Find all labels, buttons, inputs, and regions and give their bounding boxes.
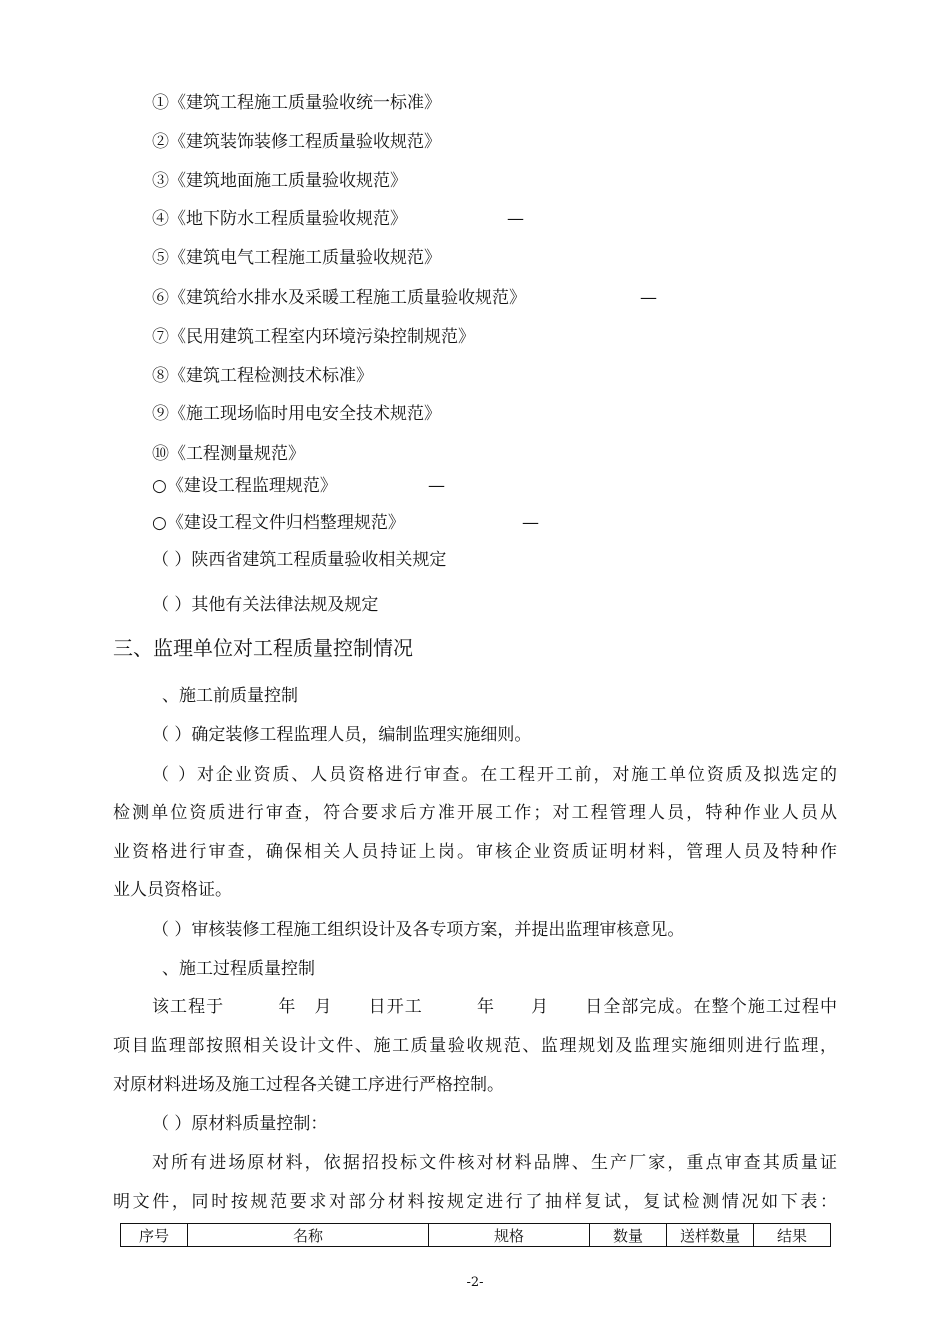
paragraph: （ ）审核装修工程施工组织设计及各专项方案，并提出监理审核意见。 bbox=[152, 920, 685, 940]
paragraph-line: 业资格进行审查，确保相关人员持证上岗。审核企业资质证明材料，管理人员及特种作 bbox=[113, 842, 837, 862]
dash-mark: — bbox=[428, 476, 445, 496]
col-header-spec: 规格 bbox=[429, 1224, 590, 1247]
paragraph-line: 检测单位资质进行审查，符合要求后方准开展工作；对工程管理人员，特种作业人员从 bbox=[113, 803, 837, 823]
standard-item: ○《建设工程监理规范》 bbox=[152, 476, 337, 496]
paragraph-line: 对所有进场原材料，依据招投标文件核对材料品牌、生产厂家，重点审查其质量证 bbox=[152, 1153, 837, 1173]
standard-item: （ ）其他有关法律法规及规定 bbox=[152, 595, 379, 615]
col-header-index: 序号 bbox=[121, 1224, 188, 1247]
paragraph-line: 对原材料进场及施工过程各关键工序进行严格控制。 bbox=[113, 1075, 504, 1095]
standard-item: ①《建筑工程施工质量验收统一标准》 bbox=[152, 93, 441, 113]
paragraph-line: （ ）对企业资质、人员资格进行审查。在工程开工前，对施工单位资质及拟选定的 bbox=[152, 765, 837, 785]
standard-item: ②《建筑装饰装修工程质量验收规范》 bbox=[152, 132, 441, 152]
table-header-row bbox=[121, 1224, 831, 1247]
dash-mark: — bbox=[522, 513, 539, 533]
section-heading: 三、监理单位对工程质量控制情况 bbox=[113, 636, 413, 660]
standard-item: ⑩《工程测量规范》 bbox=[152, 444, 305, 464]
standard-item: ⑦《民用建筑工程室内环境污染控制规范》 bbox=[152, 327, 475, 347]
paragraph-line: 业人员资格证。 bbox=[113, 880, 232, 900]
material-test-table bbox=[120, 1223, 831, 1247]
col-header-result: 结果 bbox=[754, 1224, 831, 1247]
col-header-quantity: 数量 bbox=[590, 1224, 667, 1247]
standard-item: ⑤《建筑电气工程施工质量验收规范》 bbox=[152, 248, 441, 268]
subsection-heading: 、施工前质量控制 bbox=[162, 686, 298, 706]
standard-item: ④《地下防水工程质量验收规范》 bbox=[152, 209, 407, 229]
col-header-name: 名称 bbox=[188, 1224, 429, 1247]
paragraph: （ ）确定装修工程监理人员，编制监理实施细则。 bbox=[152, 725, 532, 745]
standard-item: ○《建设工程文件归档整理规范》 bbox=[152, 513, 405, 533]
standard-item: ⑧《建筑工程检测技术标准》 bbox=[152, 366, 373, 386]
standard-item: ③《建筑地面施工质量验收规范》 bbox=[152, 171, 407, 191]
paragraph: （ ）原材料质量控制： bbox=[152, 1114, 328, 1134]
paragraph-line: 该工程于 年 月 日开工 年 月 日全部完成。在整个施工过程中 bbox=[152, 997, 837, 1017]
subsection-heading: 、施工过程质量控制 bbox=[162, 959, 315, 979]
standard-item: ⑨《施工现场临时用电安全技术规范》 bbox=[152, 404, 441, 424]
paragraph-line: 项目监理部按照相关设计文件、施工质量验收规范、监理规划及监理实施细则进行监理， bbox=[113, 1036, 837, 1056]
dash-mark: — bbox=[507, 209, 524, 229]
standard-item: （ ）陕西省建筑工程质量验收相关规定 bbox=[152, 550, 447, 570]
standard-item: ⑥《建筑给水排水及采暖工程施工质量验收规范》 bbox=[152, 288, 526, 308]
page-number: -2- bbox=[466, 1275, 484, 1290]
col-header-sample-quantity: 送样数量 bbox=[667, 1224, 754, 1247]
dash-mark: — bbox=[640, 288, 657, 308]
paragraph-line: 明文件，同时按规范要求对部分材料按规定进行了抽样复试，复试检测情况如下表： bbox=[113, 1192, 837, 1212]
